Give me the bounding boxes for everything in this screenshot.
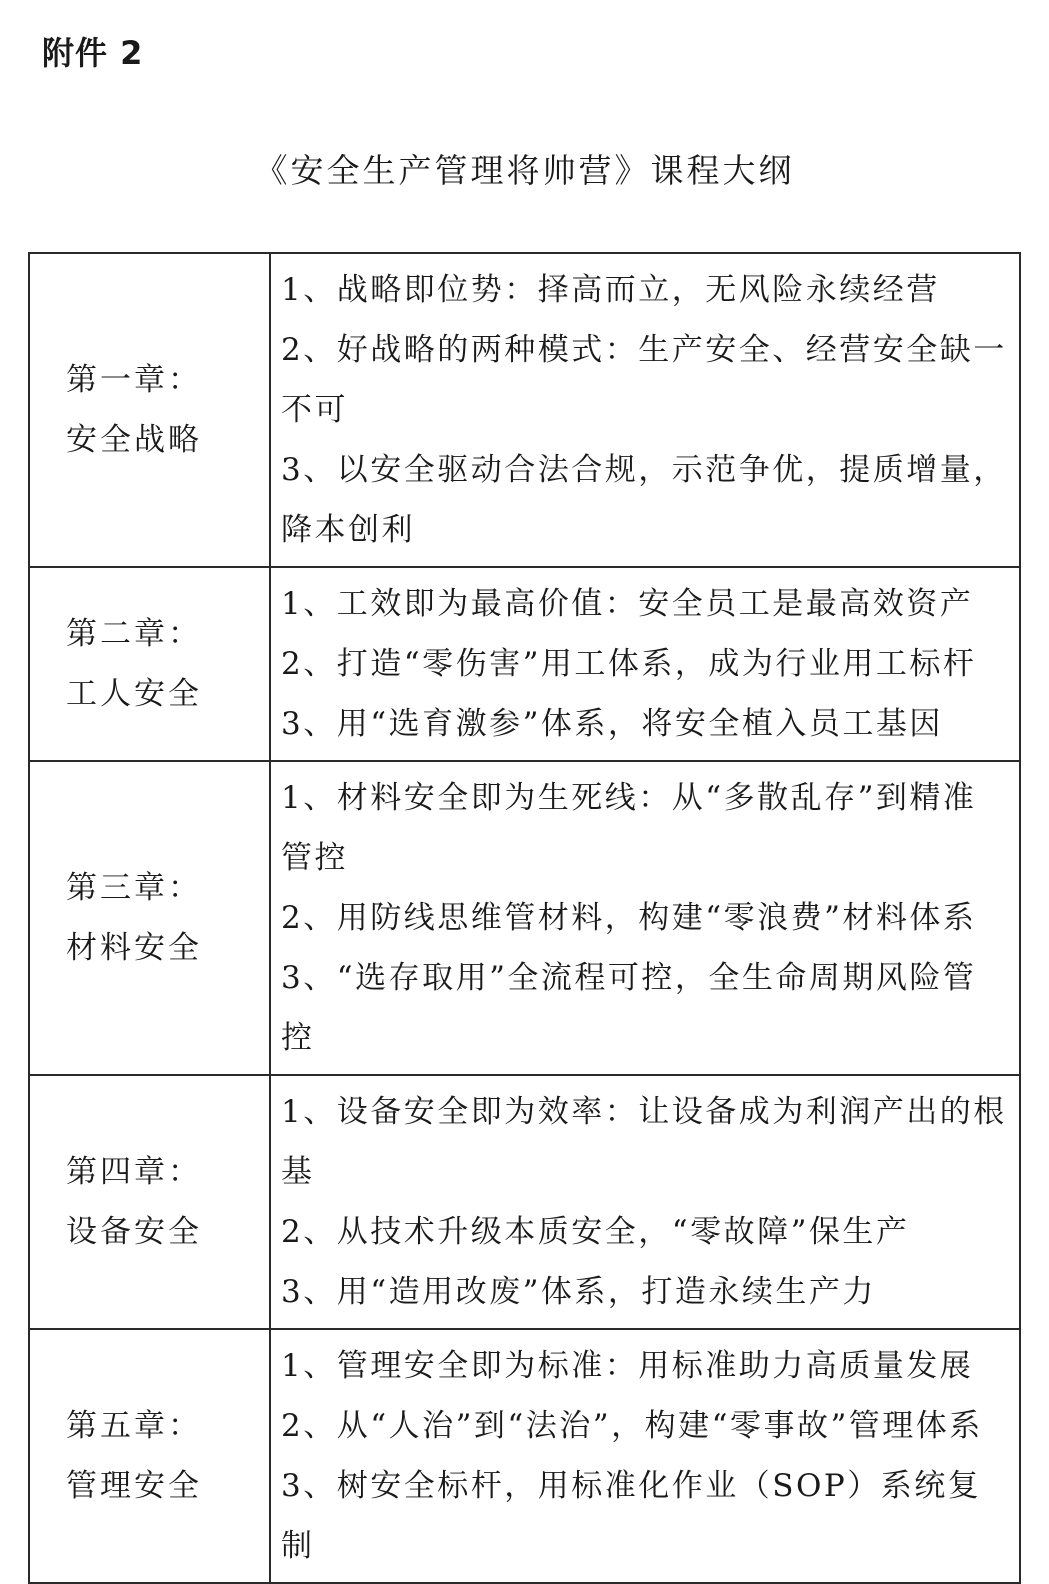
chapter-row — [29, 567, 1020, 761]
chapter-name: 设备安全 — [66, 1214, 202, 1250]
chapter-number: 第五章： — [66, 1408, 202, 1444]
chapter-item: 1、设备安全即为效率：让设备成为利润产出的根基 — [281, 1094, 1007, 1190]
chapter-heading-cell — [29, 1329, 270, 1583]
course-outline-table — [28, 252, 1021, 1584]
chapter-row — [29, 1329, 1020, 1583]
chapter-item: 1、工效即为最高价值：安全员工是最高效资产 — [281, 586, 974, 622]
chapter-item: 3、用“造用改废”体系，打造永续生产力 — [281, 1274, 876, 1310]
chapter-name: 材料安全 — [66, 930, 202, 966]
chapter-heading-cell — [29, 567, 270, 761]
chapter-row — [29, 761, 1020, 1075]
chapter-row — [29, 1075, 1020, 1329]
chapter-item: 3、“选存取用”全流程可控，全生命周期风险管控 — [281, 960, 977, 1056]
chapter-heading-cell — [29, 761, 270, 1075]
chapter-item: 1、战略即位势：择高而立，无风险永续经营 — [281, 272, 940, 308]
chapter-item: 1、材料安全即为生死线：从“多散乱存”到精准管控 — [281, 780, 977, 876]
chapter-number: 第一章： — [66, 362, 202, 398]
chapter-content-cell — [270, 1329, 1020, 1583]
chapter-name: 工人安全 — [66, 676, 202, 712]
chapter-item: 3、以安全驱动合法合规，示范争优，提质增量，降本创利 — [281, 452, 1007, 548]
chapter-item: 1、管理安全即为标准：用标准助力高质量发展 — [281, 1348, 974, 1384]
chapter-number: 第四章： — [66, 1154, 202, 1190]
chapter-item: 2、好战略的两种模式：生产安全、经营安全缺一不可 — [281, 332, 1007, 428]
chapter-item: 3、用“选育激参”体系，将安全植入员工基因 — [281, 706, 943, 742]
chapter-row — [29, 253, 1020, 567]
chapter-number: 第三章： — [66, 870, 202, 906]
chapter-item: 2、从技术升级本质安全，“零故障”保生产 — [281, 1214, 910, 1250]
document-title: 《安全生产管理将帅营》课程大纲 — [254, 151, 795, 190]
chapter-number: 第二章： — [66, 616, 202, 652]
chapter-heading-cell — [29, 1075, 270, 1329]
attachment-label: 附件 2 — [42, 34, 144, 72]
chapter-item: 2、打造“零伤害”用工体系，成为行业用工标杆 — [281, 646, 977, 682]
chapter-content-cell — [270, 1075, 1020, 1329]
chapter-heading-cell — [29, 253, 270, 567]
chapter-content-cell — [270, 253, 1020, 567]
chapter-item: 2、从“人治”到“法治”，构建“零事故”管理体系 — [281, 1408, 983, 1444]
chapter-item: 2、用防线思维管材料，构建“零浪费”材料体系 — [281, 900, 977, 936]
chapter-content-cell — [270, 567, 1020, 761]
chapter-name: 管理安全 — [66, 1468, 202, 1504]
chapter-content-cell — [270, 761, 1020, 1075]
chapter-item: 3、树安全标杆，用标准化作业（SOP）系统复制 — [281, 1468, 982, 1564]
chapter-name: 安全战略 — [66, 422, 202, 458]
